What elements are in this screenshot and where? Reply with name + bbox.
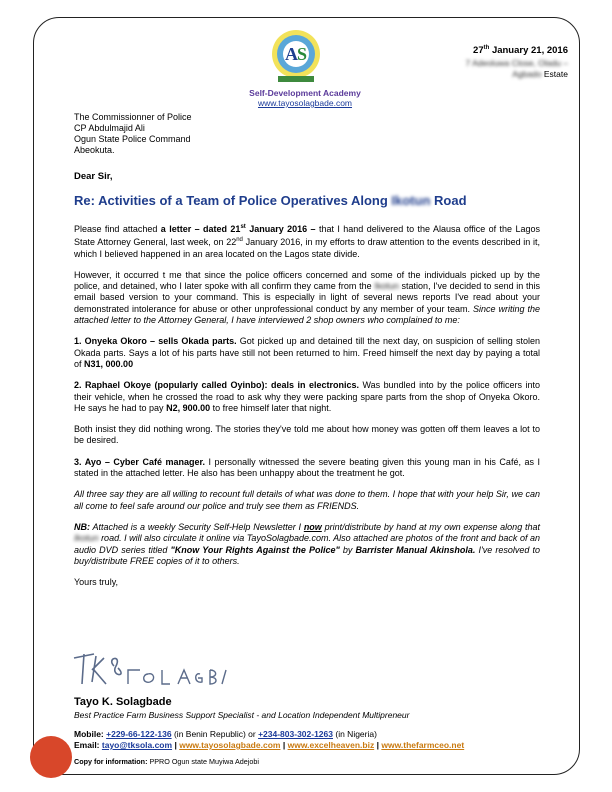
sender-address: [465, 58, 568, 80]
contact-block: [74, 729, 464, 751]
svg-text:S: S: [297, 44, 308, 64]
paragraph-3: 1. Onyeka Okoro – sells Okada parts. Got picked up and detained till the next day, on suspicion of selling stolen Okada parts. Says a lot of his parts have still not been returned to him. Freed himself the next day by paying a total of N31, 000.00: [74, 336, 540, 369]
letter-date: 27th January 21, 2016: [473, 45, 568, 57]
letter-body: [74, 222, 540, 598]
site-link-thefarmceo[interactable]: www.thefarmceo.net: [381, 740, 465, 750]
email-line: Email: tayo@tksola.com | www.tayosolagbade.com | www.excelheaven.biz | www.thefarmceo.net: [74, 740, 465, 750]
paragraph-8: NB: Attached is a weekly Security Self-Help Newsletter I now print/distribute by hand at my own expense along that Ikotun road. I will also circulate it online via TayoSolagbade.com. Also attached are photos of the front and back of an audio DVD series titled "Know Your Rights Against the Police" by Barrister Manual Akinshola. I've resolved to buy/distribute FREE copies of it to others.: [74, 521, 540, 566]
paragraph-2: However, it occurred t me that since the police officers concerned and some of the individuals picked up by the police, and detained, who I later spoke with all confirm they came from the Ikotun station, I've decided to send in this email based version to your command. This is especially in light of several news reports I've read about your demonstrated intolerance for abuse or other unprofessional conduct by any member of your team. Since writing the attached letter to the Attorney General, I have interviewed 2 shop owners who complained to me:: [74, 269, 540, 326]
site-link-tayosolagbade[interactable]: www.tayosolagbade.com: [179, 740, 281, 750]
signer-name: Tayo K. Solagbade: [74, 696, 172, 708]
signer-title: Best Practice Farm Business Support Specialist - and Location Independent Multipreneur: [74, 710, 410, 720]
mobile-benin-link[interactable]: +229-66-122-136: [106, 729, 172, 739]
tayosolagbade-logo: [268, 28, 324, 86]
recipient-line: The Commissionner of Police: [74, 112, 192, 122]
copy-for-information: Copy for information: PPRO Ogun state Muyiwa Adejobi: [74, 757, 259, 766]
email-link[interactable]: tayo@tksola.com: [101, 740, 173, 750]
academy-tagline: Self-Development Academy: [249, 88, 361, 98]
paragraph-6: 3. Ayo – Cyber Café manager. I personally witnessed the severe beating given this young man in his Café, as I stated in the attached letter. He also has been unhappy about the treatment he got.: [74, 456, 540, 479]
recipient-line: Abeokuta.: [74, 145, 115, 155]
address-line-2: Agbado Estate: [512, 69, 568, 79]
handwritten-signature: [70, 644, 230, 690]
subject-line: Re: Activities of a Team of Police Operatives Along Ikotun Road: [74, 193, 467, 208]
paragraph-5: Both insist they did nothing wrong. The stories they've told me about how money was gotten off them leaves a lot to be desired.: [74, 424, 540, 446]
svg-text:A: A: [285, 44, 298, 64]
address-line-1: 7 Adeoluwa Close, Oladu –: [465, 58, 568, 68]
recipient-line: Ogun State Police Command: [74, 134, 191, 144]
site-link-excelheaven[interactable]: www.excelheaven.biz: [287, 740, 375, 750]
recipient-block: [74, 112, 192, 156]
corner-dot: [30, 736, 72, 778]
mobile-line: Mobile: +229-66-122-136 (in Benin Republic) or +234-803-302-1263 (in Nigeria): [74, 729, 377, 739]
paragraph-1: Please find attached a letter – dated 21st January 2016 – that I hand delivered to the Alausa office of the Lagos State Attorney General, last week, on 22nd January 2016, in my efforts to draw attention to the events described in it, which I believed happened in an area located on the Lagos state divide.: [74, 224, 540, 259]
salutation: Dear Sir,: [74, 171, 113, 182]
recipient-line: CP Abdulmajid Ali: [74, 123, 145, 133]
closing: Yours truly,: [74, 577, 119, 588]
paragraph-7: All three say they are all willing to recount full details of what was done to them. I hope that with your help Sir, we can all come to feel safe around our police and truly see them as FRIENDS.: [74, 489, 540, 511]
paragraph-4: 2. Raphael Okoye (popularly called Oyinbo): deals in electronics. Was bundled into by the police officers into their vehicle, when he crossed the road to ask why they were packing spare parts from the shop of Onyeka Okoro. He says he had to pay N2, 900.00 to free himself later that night.: [74, 380, 540, 413]
header-website-link[interactable]: www.tayosolagbade.com: [257, 98, 353, 108]
mobile-nigeria-link[interactable]: +234-803-302-1263: [258, 729, 333, 739]
